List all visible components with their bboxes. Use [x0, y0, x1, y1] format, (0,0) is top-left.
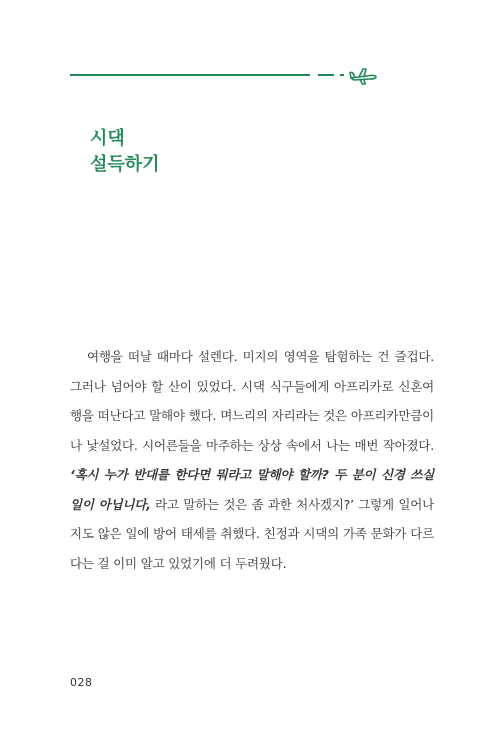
body-text-part-1: 여행을 떠날 때마다 설렌다. 미지의 영역을 탐험하는 건 즐겁다. 그러나 넘어야 할 산이 있었다. 시댁 식구들에게 아프리카로 신혼여행을 떠난다고 말해야 했다. 며느리의 자리라는 것은 아프리카만큼이나 낯설었다. 시어른들을 마주하는 상상 속에서 나는 매번 작아졌다. [70, 349, 434, 453]
page-number: 028 [70, 676, 93, 689]
header-rule-dash [318, 74, 334, 76]
header-rule-dot [340, 74, 344, 76]
chapter-title-line-2: 설득하기 [90, 154, 160, 175]
chapter-title-line-1: 시댁 [90, 128, 125, 149]
body-paragraph [70, 342, 434, 578]
airplane-icon [348, 64, 378, 86]
inner-thought-quote: ‘혹시 누가 반대를 한다면 뭐라고 말해야 할까? 두 분이 신경 쓰실 일이 아닙니다, [70, 467, 434, 512]
body-text-part-2: 라고 말하는 것은 좀 과한 처사겠지?’ 그렇게 일어나지도 않은 일에 방어 태세를 취했다. 친정과 시댁의 가족 문화가 다르다는 걸 이미 알고 있었기에 더 두려웠다. [70, 496, 435, 571]
chapter-title [90, 126, 160, 178]
header-rule-line [70, 74, 310, 76]
